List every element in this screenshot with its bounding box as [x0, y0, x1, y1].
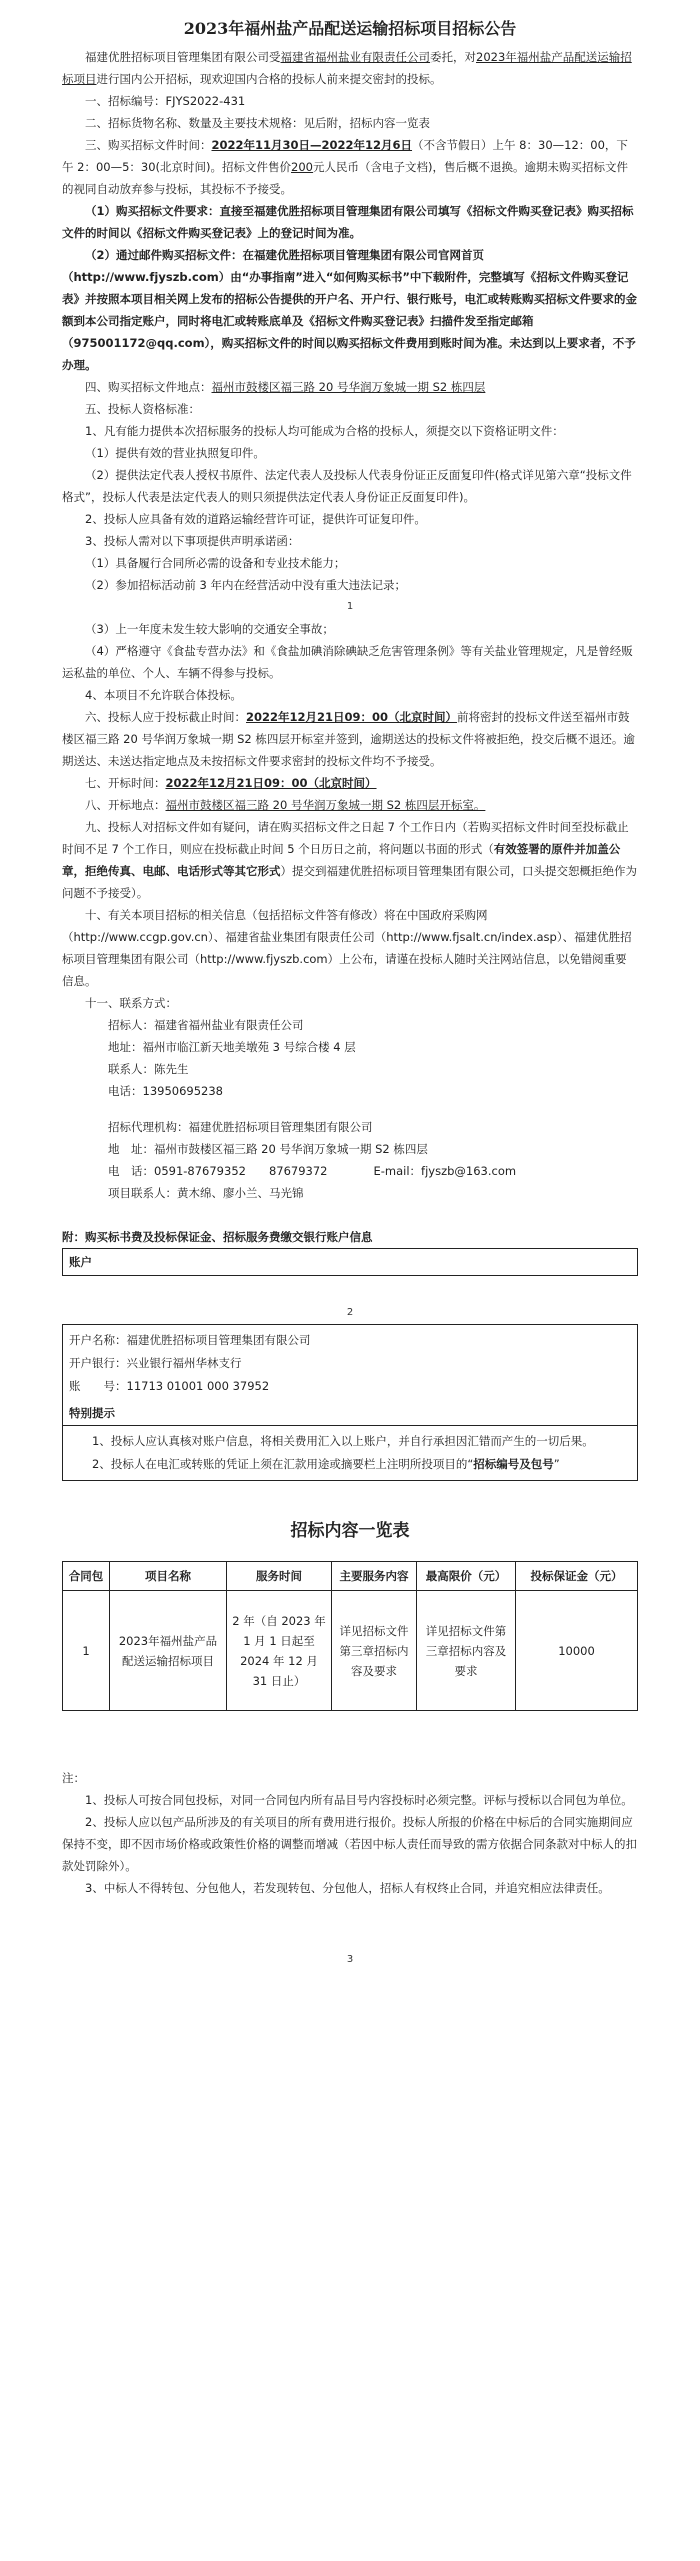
- section-3: [62, 134, 638, 200]
- bid-list-title: 招标内容一览表: [290, 1521, 410, 1541]
- section-9: [62, 816, 638, 904]
- cell-max-price: 详见招标文件第三章招标内容及要求: [417, 1591, 516, 1711]
- buyer-contact-line: 联系人：陈先生: [108, 1062, 189, 1076]
- buyer-name: 福建省福州盐业有限责任公司: [280, 50, 430, 64]
- section-5: 五、投标人资格标准：: [85, 402, 200, 416]
- section-7-text: 七、开标时间：: [85, 776, 166, 790]
- section-4-text: 四、购买招标文件地点：: [85, 380, 212, 394]
- opening-time: 2022年12月21日09：00（北京时间）: [165, 776, 377, 790]
- section-7: [62, 772, 638, 794]
- section-8-text: 八、开标地点：: [85, 798, 166, 812]
- cell-service-time: 2 年（自 2023 年 1 月 1 日起至 2024 年 12 月 31 日止）: [227, 1591, 332, 1711]
- note-item: 1、投标人可按合同包投标，对同一合同包内所有品目号内容投标时必须完整。评标与授标以合同包为单位。: [85, 1793, 633, 1807]
- section-9-text: ）提交到福建优胜招标项目管理集团有限公司，口头提交恕概拒绝作为问题不予接受）。: [62, 864, 637, 900]
- section-3-1: （1）购买招标文件要求：直接至福建优胜招标项目管理集团有限公司填写《招标文件购买登记表》购买招标文件的时间以《招标文件购买登记表》上的登记时间为准。: [62, 204, 634, 240]
- page-number: 3: [346, 1954, 354, 1965]
- section-5-3-4: （4）严格遵守《食盐专营办法》和《食盐加碘消除碘缺乏危害管理条例》等有关盐业管理规定，凡是曾经贩运私盐的单位、个人、车辆不得参与投标。: [62, 644, 633, 680]
- section-8: [62, 794, 638, 816]
- col-header-service-time: 服务时间: [227, 1562, 332, 1591]
- section-5-3-3: （3）上一年度未发生较大影响的交通安全事故；: [85, 622, 334, 636]
- cell-project: 2023年福州盐产品配送运输招标项目: [110, 1591, 227, 1711]
- section-2: 二、招标货物名称、数量及主要技术规格：见后附，招标内容一览表: [85, 116, 430, 130]
- page-title: 2023年福州盐产品配送运输招标项目招标公告: [183, 19, 517, 38]
- section-1: 一、招标编号：FJYS2022-431: [85, 94, 246, 108]
- account-name: 开户名称：福建优胜招标项目管理集团有限公司: [69, 1333, 311, 1347]
- section-11: 十一、联系方式：: [85, 996, 177, 1010]
- buyer-name-line: 招标人：福建省福州盐业有限责任公司: [108, 1018, 304, 1032]
- agent-name-line: 招标代理机构：福建优胜招标项目管理集团有限公司: [108, 1120, 373, 1134]
- document-price: 200: [291, 160, 313, 174]
- purchase-address: 福州市鼓楼区福三路 20 号华润万象城一期 S2 栋四层: [211, 380, 486, 394]
- table-row: [63, 1591, 638, 1711]
- table-header-row: [63, 1562, 638, 1591]
- special-tip-2: [69, 1453, 631, 1476]
- buyer-phone-line: 电话：13950695238: [108, 1084, 223, 1098]
- col-header-max-price: 最高限价（元）: [417, 1562, 516, 1591]
- cell-package: 1: [63, 1591, 110, 1711]
- account-bank: 开户银行：兴业银行福州华林支行: [69, 1356, 242, 1370]
- attachment-heading: 附：购买标书费及投标保证金、招标服务费缴交银行账户信息: [62, 1230, 373, 1244]
- col-header-project: 项目名称: [110, 1562, 227, 1591]
- section-3-text: （不含节假日）上午 8：30—12：00，下午 2：00—5：30(北京时间)。招标文件售价: [62, 138, 628, 174]
- account-number: 账 号：11713 01001 000 37952: [69, 1379, 270, 1393]
- section-5-1-2: （2）提供法定代表人授权书原件、法定代表人及投标人代表身份证正反面复印件(格式详见第六章“投标文件格式”，投标人代表是法定代表人的则只须提供法定代表人身份证正反面复印件)。: [62, 468, 632, 504]
- page-number: 1: [346, 601, 354, 612]
- bid-deadline: 2022年12月21日09：00（北京时间）: [246, 710, 458, 724]
- special-tip-title: 特别提示: [63, 1402, 637, 1426]
- note-item: 2、投标人应以包产品所涉及的有关项目的所有费用进行报价。投标人所报的价格在中标后的合同实施期间应保持不变，即不因市场价格或政策性价格的调整而增减（若因中标人责任而导致的需方依据合同条款对中标人的扣款处罚除外）。: [62, 1815, 637, 1873]
- special-tip-1: 1、投标人应认真核对账户信息，将相关费用汇入以上账户，并自行承担因汇错而产生的一切后果。: [92, 1434, 594, 1448]
- opening-address: 福州市鼓楼区福三路 20 号华润万象城一期 S2 栋四层开标室。: [165, 798, 486, 812]
- cell-deposit: 10000: [516, 1591, 638, 1711]
- agent-contact-line: 项目联系人：黄木绵、廖小兰、马光锦: [108, 1186, 304, 1200]
- contact-block: [62, 1014, 638, 1204]
- tip-2-text: ”: [553, 1457, 560, 1471]
- account-label: 账户: [63, 1249, 638, 1276]
- notes-heading: 注：: [62, 1771, 85, 1785]
- section-3-text: 元人民币（含电子文档)，售后概不退换。逾期未购买招标文件的视同自动放弃参与投标，其投标不予接受。: [62, 160, 628, 196]
- section-3-text: 三、购买招标文件时间：: [85, 138, 212, 152]
- section-9-bold: 有效签署的原件并加盖公章，拒绝传真、电邮、电话形式等其它形式: [62, 842, 621, 878]
- agent-phone-line: 电 话：0591-87679352 87679372 E-mail：fjyszb@163.com: [108, 1164, 517, 1178]
- section-3-2: （2）通过邮件购买招标文件：在福建优胜招标项目管理集团有限公司官网首页（http://www.fjyszb.com）由“办事指南”进入“如何购买标书”中下载附件，完整填写《招标文件购买登记表》并按照本项目相关网上发布的招标公告提供的开户名、开户行、银行账号，电汇或转账购买招标文件要求的金额到本公司指定账户，同时将电汇或转账底单及《招标文件购买登记表》扫描件发至指定邮箱（975001172@qq.com），购买招标文件的时间以购买招标文件费用到账时间为准。未达到以上要求者，不予办理。: [62, 248, 637, 372]
- buyer-address-line: 地址：福州市临江新天地美墩苑 3 号综合楼 4 层: [108, 1040, 356, 1054]
- intro-paragraph: [62, 46, 638, 90]
- col-header-deposit: 投标保证金（元）: [516, 1562, 638, 1591]
- section-6: [62, 706, 638, 772]
- section-6-text: 六、投标人应于投标截止时间：: [85, 710, 246, 724]
- section-5-4: 4、本项目不允许联合体投标。: [85, 688, 242, 702]
- section-5-1: 1、凡有能力提供本次招标服务的投标人均可能成为合格的投标人，须提交以下资格证明文件：: [85, 424, 564, 438]
- account-box: [62, 1324, 638, 1481]
- account-label-box: [62, 1248, 638, 1276]
- section-5-3-1: （1）具备履行合同所必需的设备和专业技术能力；: [85, 556, 346, 570]
- section-4: [62, 376, 638, 398]
- agent-address-line: 地 址：福州市鼓楼区福三路 20 号华润万象城一期 S2 栋四层: [108, 1142, 428, 1156]
- section-6-text: 前将密封的投标文件送至福州市鼓楼区福三路 20 号华润万象城一期 S2 栋四层开标室并签到，逾期送达的投标文件将被拒绝，投交后概不退还。逾期送达、未送达指定地点及未按招标文件要求密封的投标文件均不予接受。: [62, 710, 635, 768]
- page-number: 2: [346, 1307, 354, 1318]
- intro-text: 进行国内公开招标，现欢迎国内合格的投标人前来提交密封的投标。: [96, 72, 442, 86]
- section-10: 十、有关本项目招标的相关信息（包括招标文件答有修改）将在中国政府采购网（http://www.ccgp.gov.cn）、福建省盐业集团有限责任公司（http://www.fjsalt.cn/index.asp）、福建优胜招标项目管理集团有限公司（http://www.fjyszb.com）上公布，请谨在投标人随时关注网站信息，以免错阅重要信息。: [62, 908, 632, 988]
- intro-text: 福建优胜招标项目管理集团有限公司受: [85, 50, 281, 64]
- notes-block: [62, 1767, 638, 1899]
- tip-2-bold: 招标编号及包号: [473, 1457, 554, 1471]
- section-5-2: 2、投标人应具备有效的道路运输经营许可证，提供许可证复印件。: [85, 512, 426, 526]
- col-header-package: 合同包: [63, 1562, 110, 1591]
- project-name: 2023年福州盐产品配送运输招标项目: [62, 50, 632, 86]
- section-5-1-1: （1）提供有效的营业执照复印件。: [85, 446, 265, 460]
- col-header-content: 主要服务内容: [332, 1562, 417, 1591]
- section-5-3: 3、投标人需对以下事项提供声明承诺函：: [85, 534, 300, 548]
- intro-text: 委托，对: [430, 50, 476, 64]
- note-item: 3、中标人不得转包、分包他人，若发现转包、分包他人，招标人有权终止合同，并追究相应法律责任。: [85, 1881, 610, 1895]
- tip-2-text: 2、投标人在电汇或转账的凭证上须在汇款用途或摘要栏上注明所投项目的“: [92, 1457, 474, 1471]
- bid-items-table: [62, 1561, 638, 1711]
- cell-content: 详见招标文件第三章招标内容及要求: [332, 1591, 417, 1711]
- purchase-dates: 2022年11月30日—2022年12月6日: [211, 138, 413, 152]
- announcement-body: [0, 46, 700, 1971]
- section-9-text: 九、投标人对招标文件如有疑问，请在购买招标文件之日起 7 个工作日内（若购买招标文件时间至投标截止时间不足 7 个工作日，则应在投标截止时间 5 个日历日之前，将问题以书面的形式（: [62, 820, 629, 856]
- section-5-3-2: （2）参加招标活动前 3 年内在经营活动中没有重大违法记录；: [85, 578, 406, 592]
